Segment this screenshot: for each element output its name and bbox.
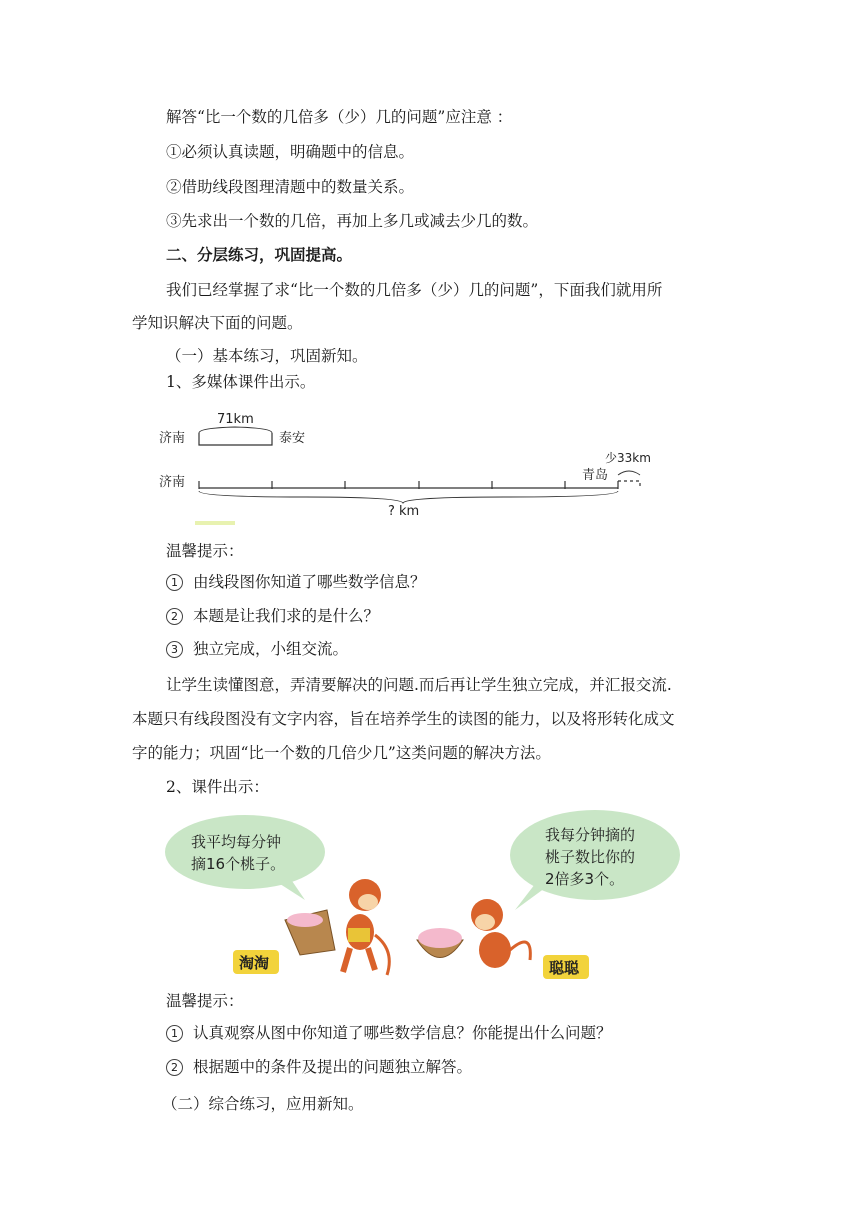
question-2: 2、课件出示： [166,778,269,796]
paragraph-explain-1: 让学生读懂图意，弄清要解决的问题.而后再让学生独立完成，并汇报交流. [166,676,672,694]
item-number: 3 [166,641,183,658]
tip-2-item-1: 1 认真观察从图中你知道了哪些数学信息？你能提出什么问题？ [166,1023,612,1043]
svg-text:桃子数比你的: 桃子数比你的 [545,848,636,866]
line-segment-diagram [155,405,655,525]
label-71km: 71km [217,412,254,427]
item-number: 1 [166,574,183,591]
name-taotao: 淘淘 [239,954,270,972]
note-item-2: ②借助线段图理清题中的数量关系。 [166,178,415,196]
tip-heading-2: 温馨提示： [166,992,244,1010]
monkey-illustration [165,810,695,985]
paragraph-explain-2: 本题只有线段图没有文字内容，旨在培养学生的读图的能力，以及将形转化成文 [132,710,675,728]
less-dashed-part [618,481,640,489]
monkey-taotao [285,879,389,975]
paragraph-intro-1: 我们已经掌握了求“比一个数的几倍多（少）几的问题”，下面我们就用所 [166,281,663,299]
taian-bracket [199,433,272,445]
note-item-3: ③先求出一个数的几倍，再加上多几或减去少几的数。 [166,212,539,230]
tip-heading-1: 温馨提示： [166,542,244,560]
svg-text:我每分钟摘的: 我每分钟摘的 [545,826,636,844]
label-less-33km: 少33km [605,451,651,465]
svg-text:我平均每分钟: 我平均每分钟 [191,833,282,851]
label-qingdao: 青岛 [582,468,609,483]
label-jinan-bottom: 济南 [159,475,186,490]
note-intro: 解答“比一个数的几倍多（少）几的问题”应注意 ： [166,108,513,126]
tip-2-item-2: 2 根据题中的条件及提出的问题独立解答。 [166,1057,472,1077]
total-brace [199,491,618,503]
question-1: 1、多媒体课件出示。 [166,373,316,391]
item-number: 1 [166,1025,183,1042]
speech-bubble-left [165,815,325,900]
speech-bubble-right [510,810,680,910]
note-item-1: ①必须认真读题，明确题中的信息。 [166,143,415,161]
tip-1-item-2: 2 本题是让我们求的是什么？ [166,606,379,626]
monkey-congcong [417,899,530,968]
paragraph-explain-3: 字的能力；巩固“比一个数的几倍少几”这类问题的解决方法。 [132,744,551,762]
paragraph-intro-2: 学知识解决下面的问题。 [132,314,303,332]
svg-text:摘16个桃子。: 摘16个桃子。 [191,855,286,873]
label-taian: 泰安 [279,431,306,446]
section-heading: 二、分层练习，巩固提高。 [166,246,353,264]
tip-1-item-1: 1 由线段图你知道了哪些数学信息？ [166,572,426,592]
tip-1-item-3: 3 独立完成，小组交流。 [166,639,348,659]
item-number: 2 [166,608,183,625]
item-number: 2 [166,1059,183,1076]
label-question-km: ? km [388,504,420,519]
label-jinan-top: 济南 [159,431,186,446]
subsection-basic: （一）基本练习，巩固新知。 [166,347,368,365]
name-congcong: 聪聪 [549,959,580,977]
subsection-comprehensive: （二）综合练习，应用新知。 [162,1095,364,1113]
svg-text:2倍多3个。: 2倍多3个。 [545,870,625,888]
